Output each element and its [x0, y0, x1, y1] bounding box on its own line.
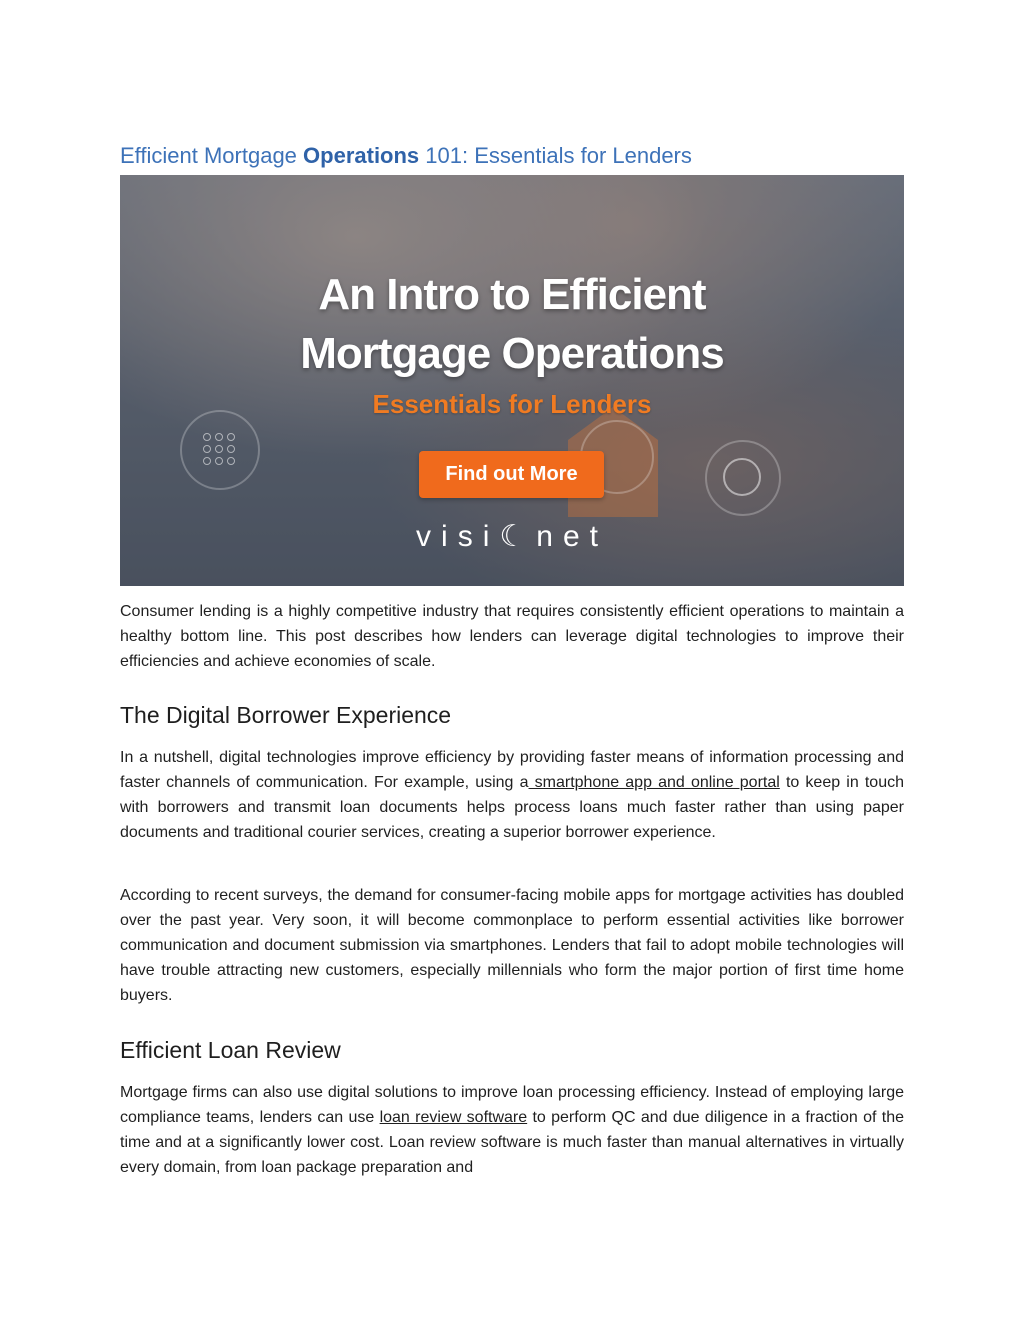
intro-paragraph: Consumer lending is a highly competitive industry that requires consistently efficient operations to maintain a healthy bottom line. This post describes how lenders can leverage digital technologies to improve their efficiencies and achieve economies of scale. — [120, 603, 904, 670]
section1-p1-text-before: In a nutshell, digital technologies improve efficiency by providing faster means of information processing and faster channels of communication. For example, using a — [120, 749, 904, 791]
section2-paragraph-1 — [120, 1080, 904, 1180]
banner-headline-line-1: An Intro to Efficient — [318, 270, 706, 319]
banner-subtitle: Essentials for Lenders — [372, 389, 652, 419]
loan-review-software-link[interactable]: loan review software — [379, 1109, 528, 1126]
page-title — [120, 143, 904, 169]
banner-headline-line-2: Mortgage Operations — [300, 329, 724, 378]
title-part-2: Operations — [303, 143, 420, 168]
section2-p1-text-after: to perform QC and due diligence in a fraction of the time and at a significantly lower cost. Loan review software is much faster than manual alternatives in virtually every domain, from loan package preparation and — [120, 1109, 904, 1176]
section1-p1-text-after: to keep in touch with borrowers and transmit loan documents helps process loans much faster rather than using paper documents and traditional courier services, creating a superior borrower experience. — [120, 774, 904, 841]
title-part-1: Efficient Mortgage — [120, 143, 304, 168]
section-heading-digital-borrower: The Digital Borrower Experience — [120, 702, 452, 728]
banner-text — [120, 175, 904, 586]
section1-paragraph-1 — [120, 745, 904, 845]
title-part-3: 101: Essentials for Lenders — [419, 143, 692, 168]
smartphone-app-link[interactable]: smartphone app and online portal — [528, 774, 780, 791]
find-out-more-button[interactable]: Find out More — [419, 451, 604, 498]
visionet-logo: visi☾net — [416, 520, 608, 553]
section1-paragraph-2: According to recent surveys, the demand for consumer-facing mobile apps for mortgage activities has doubled over the past year. Very soon, it will become commonplace to perform essential activities like borrower communication and document submission via smartphones. Lenders that fail to adopt mobile technologies will have trouble attracting new customers, especially millennials who form the major portion of first time home buyers. — [120, 887, 904, 1004]
section2-p1-text-before: Mortgage firms can also use digital solutions to improve loan processing efficiency. Instead of employing large compliance teams, lenders can use — [120, 1084, 904, 1126]
promo-banner[interactable] — [120, 175, 904, 586]
section-heading-loan-review: Efficient Loan Review — [120, 1037, 341, 1063]
